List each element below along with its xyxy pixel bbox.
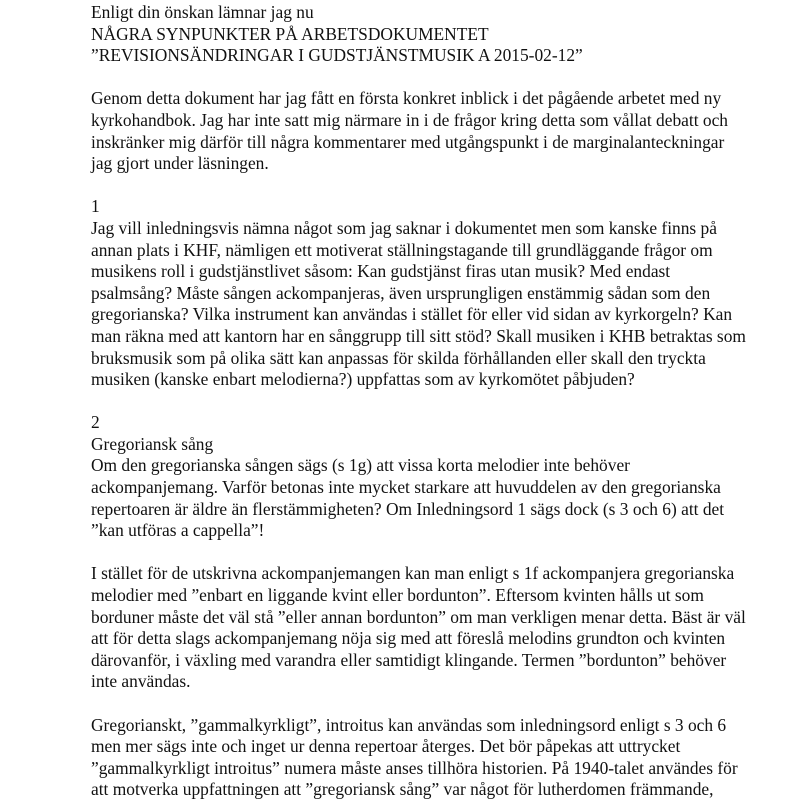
header-line-3: ”REVISIONSÄNDRINGAR I GUDSTJÄNSTMUSIK A 2015-02-12” xyxy=(91,45,583,66)
document-page xyxy=(91,0,796,801)
section-2-line: melodier med ”enbart en liggande kvint eller bordunton”. Eftersom kvinten hålls ut som xyxy=(91,585,704,606)
section-2-line: därovanför, i växling med varandra eller samtidigt klingande. Termen ”bordunton” behöver xyxy=(91,649,727,670)
section-2-paragraph-3 xyxy=(91,715,796,801)
section-2-line: I stället för de utskrivna ackompanjemangen kan man enligt s 1f ackompanjera gregorianska xyxy=(91,563,735,584)
section-2-line: ackompanjemang. Varför betonas inte mycket starkare att huvuddelen av den gregorianska xyxy=(91,477,721,498)
section-2-paragraph-1 xyxy=(91,455,796,541)
section-2-line: ”gammalkyrkligt introitus” numera måste anses tillhöra historien. På 1940-talet användes för xyxy=(91,757,738,778)
section-2-line: att för detta slags ackompanjemang nöja sig med att föreslå melodins grundton och kvinten xyxy=(91,628,726,649)
intro-line: jag gjort under läsningen. xyxy=(91,153,269,174)
header-line-2: NÅGRA SYNPUNKTER PÅ ARBETSDOKUMENTET xyxy=(91,23,489,44)
section-1-line: gregorianska? Vilka instrument kan användas i stället för eller vid sidan av kyrkorgeln? Kan xyxy=(91,304,733,325)
intro-line: kyrkohandbok. Jag har inte satt mig närmare in i de frågor kring detta som vållat debatt och xyxy=(91,109,728,130)
section-1-line: bruksmusik som på olika sätt kan anpassas för skilda förhållanden eller skall den tryckta xyxy=(91,347,706,368)
section-2-line: men mer sägs inte och inget ur denna repertoar återges. Det bör påpekas att uttrycket xyxy=(91,736,681,757)
section-1-line: annan plats i KHF, nämligen ett motiverat ställningstagande till grundläggande frågor om xyxy=(91,239,713,260)
intro-line: Genom detta dokument har jag fått en första konkret inblick i det pågående arbetet med ny xyxy=(91,88,722,109)
section-2-line: inte användas. xyxy=(91,671,191,692)
intro-paragraph xyxy=(91,88,796,174)
section-1-line: psalmsång? Måste sången ackompanjeras, även ursprungligen enstämmig sådan som den xyxy=(91,282,711,303)
section-2-line: ”kan utföras a cappella”! xyxy=(91,520,265,541)
section-heading: Gregoriansk sång xyxy=(91,433,214,454)
section-1-line: man räkna med att kantorn har en sånggrupp till sitt stöd? Skall musiken i KHB betraktas som xyxy=(91,325,746,346)
section-number: 2 xyxy=(91,412,100,433)
section-number: 1 xyxy=(91,196,100,217)
header-line-1: Enligt din önskan lämnar jag nu xyxy=(91,2,314,22)
document-header xyxy=(91,2,796,67)
section-1-line: musikens roll i gudstjänstlivet såsom: Kan gudstjänst firas utan musik? Med endast xyxy=(91,261,671,282)
section-2-line: repertoaren är äldre än flerstämmigheten? Om Inledningsord 1 sägs dock (s 3 och 6) att det xyxy=(91,498,725,519)
section-2-line: att motverka uppfattningen att ”gregoriansk sång” var något för lutherdomen främmande, xyxy=(91,779,714,800)
section-2-line: Gregorianskt, ”gammalkyrkligt”, introitus kan användas som inledningsord enligt s 3 och 6 xyxy=(91,714,727,735)
intro-line: inskränker mig därför till några kommentarer med utgångspunkt i de marginalanteckningar xyxy=(91,131,725,152)
section-2-line: borduner måste det väl stå ”eller annan bordunton” om man verkligen menar detta. Bäst är väl xyxy=(91,606,746,627)
section-2-line: Om den gregorianska sången sägs (s 1g) att vissa korta melodier inte behöver xyxy=(91,455,630,476)
section-1-line: musiken (kanske enbart melodierna?) uppfattas som av kyrkomötet påbjuden? xyxy=(91,369,635,390)
section-1 xyxy=(91,196,796,390)
section-2-paragraph-2 xyxy=(91,563,796,693)
section-2 xyxy=(91,412,796,801)
section-1-line: Jag vill inledningsvis nämna något som jag saknar i dokumentet men som kanske finns på xyxy=(91,217,717,238)
